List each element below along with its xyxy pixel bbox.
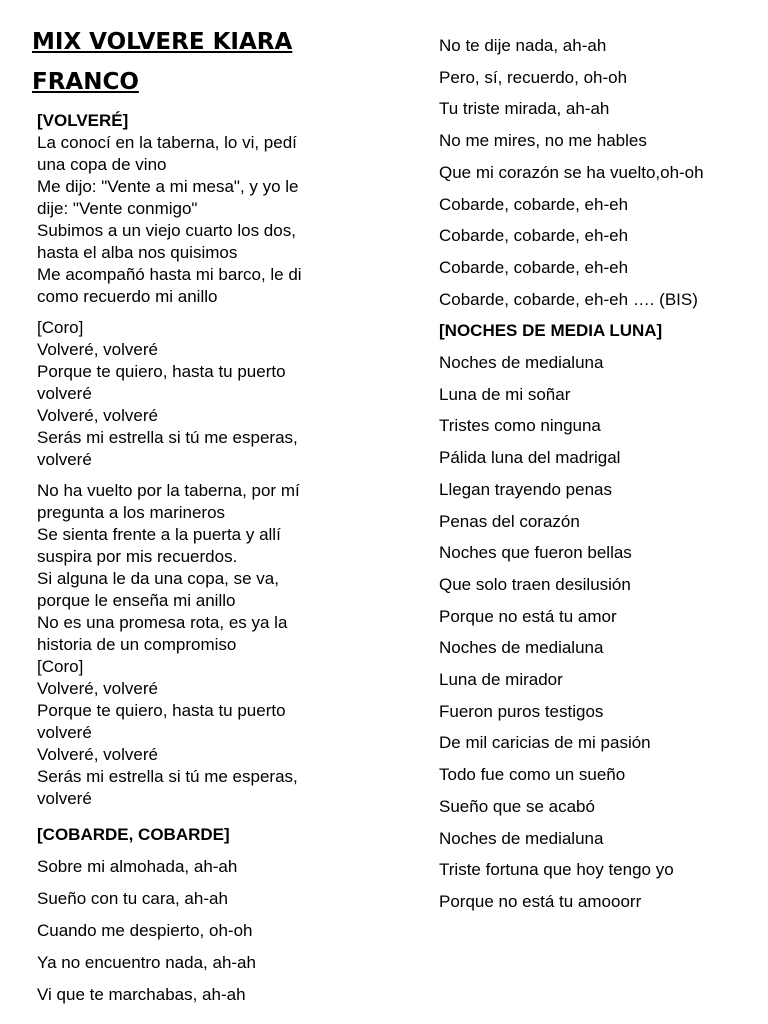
lyric-line: Luna de mirador	[439, 670, 563, 690]
lyric-line: Ya no encuentro nada, ah-ah	[37, 953, 256, 972]
lyric-line: Porque te quiero, hasta tu puerto	[37, 362, 286, 381]
lyric-line: Se sienta frente a la puerta y allí	[37, 525, 281, 544]
lyric-line: Si alguna le da una copa, se va,	[37, 569, 279, 588]
cobarde-block	[37, 819, 347, 1011]
lyric-line: Luna de mi soñar	[439, 384, 571, 404]
lyric-line: No me mires, no me hables	[439, 131, 647, 151]
lyric-line: Noches de medialuna	[439, 353, 604, 373]
lyric-line: No es una promesa rota, es ya la	[37, 613, 288, 632]
lyric-line: Porque te quiero, hasta tu puerto	[37, 701, 286, 720]
lyric-line: Cuando me despierto, oh-oh	[37, 921, 253, 940]
lyric-line: Noches de medialuna	[439, 828, 604, 848]
lyric-line: volveré	[37, 450, 92, 469]
lyric-line: Porque no está tu amooorr	[439, 891, 642, 911]
lyric-line: Serás mi estrella si tú me esperas,	[37, 428, 298, 447]
lyric-line: volveré	[37, 723, 92, 742]
lyric-line: Noches que fueron bellas	[439, 543, 632, 563]
lyric-line: Volveré, volveré	[37, 406, 158, 425]
lyric-line: Cobarde, cobarde, eh-eh	[439, 257, 629, 277]
lyric-line: Sueño que se acabó	[439, 796, 595, 816]
title-line: FRANCO	[32, 69, 139, 95]
lyric-line: La conocí en la taberna, lo vi, pedí	[37, 133, 297, 152]
lyric-line: Cobarde, cobarde, eh-eh	[439, 226, 629, 246]
lyric-line: Me acompañó hasta mi barco, le di	[37, 265, 302, 284]
lyric-line: Cobarde, cobarde, eh-eh …. (BIS)	[439, 289, 698, 309]
lyric-line: Llegan trayendo penas	[439, 479, 612, 499]
right-column	[439, 30, 759, 918]
page-title	[32, 22, 362, 102]
lyric-line: Sobre mi almohada, ah-ah	[37, 857, 238, 876]
section-heading: [COBARDE, COBARDE]	[37, 825, 230, 844]
lyric-line: Volveré, volveré	[37, 745, 158, 764]
lyric-line: volveré	[37, 789, 92, 808]
lyric-line: Todo fue como un sueño	[439, 765, 626, 785]
lyric-line: De mil caricias de mi pasión	[439, 733, 651, 753]
lyric-line: Serás mi estrella si tú me esperas,	[37, 767, 298, 786]
lyric-line: Tristes como ninguna	[439, 416, 601, 436]
verse-block	[37, 480, 347, 810]
section-heading: [VOLVERÉ]	[37, 111, 129, 130]
lyric-line: Sueño con tu cara, ah-ah	[37, 889, 228, 908]
lyric-line: [Coro]	[37, 657, 84, 676]
lyric-line: Subimos a un viejo cuarto los dos,	[37, 221, 296, 240]
lyric-line: No te dije nada, ah-ah	[439, 36, 607, 55]
lyric-line: Que mi corazón se ha vuelto,oh-oh	[439, 162, 704, 182]
lyric-line: porque le enseña mi anillo	[37, 591, 236, 610]
left-column	[37, 110, 347, 1011]
lyric-line: No ha vuelto por la taberna, por mí	[37, 481, 300, 500]
lyric-line: Tu triste mirada, ah-ah	[439, 99, 610, 119]
title-line: MIX VOLVERE KIARA	[32, 29, 293, 55]
lyric-line: Fueron puros testigos	[439, 701, 604, 721]
lyric-line: Pero, sí, recuerdo, oh-oh	[439, 67, 628, 87]
lyric-line: volveré	[37, 384, 92, 403]
lyric-line: dije: "Vente conmigo"	[37, 199, 198, 218]
lyric-line: Triste fortuna que hoy tengo yo	[439, 860, 674, 880]
lyric-line: [Coro]	[37, 318, 84, 337]
lyric-line: Cobarde, cobarde, eh-eh	[439, 194, 629, 214]
verse-block	[37, 110, 347, 308]
lyric-line: Volveré, volveré	[37, 340, 158, 359]
lyric-line: como recuerdo mi anillo	[37, 287, 218, 306]
lyric-line: Que solo traen desilusión	[439, 574, 631, 594]
lyric-line: hasta el alba nos quisimos	[37, 243, 238, 262]
lyric-line: pregunta a los marineros	[37, 503, 226, 522]
chorus-block	[37, 317, 347, 471]
lyric-line: suspira por mis recuerdos.	[37, 547, 238, 566]
lyric-line: Noches de medialuna	[439, 638, 604, 658]
lyric-line: una copa de vino	[37, 155, 167, 174]
lyric-line: Me dijo: "Vente a mi mesa", y yo le	[37, 177, 299, 196]
lyric-line: Volveré, volveré	[37, 679, 158, 698]
lyric-line: Penas del corazón	[439, 511, 580, 531]
lyric-line: Pálida luna del madrigal	[439, 448, 621, 468]
section-heading: [NOCHES DE MEDIA LUNA]	[439, 321, 663, 341]
lyric-line: Vi que te marchabas, ah-ah	[37, 985, 246, 1004]
lyric-line: Porque no está tu amor	[439, 606, 617, 626]
lyric-line: historia de un compromiso	[37, 635, 237, 654]
